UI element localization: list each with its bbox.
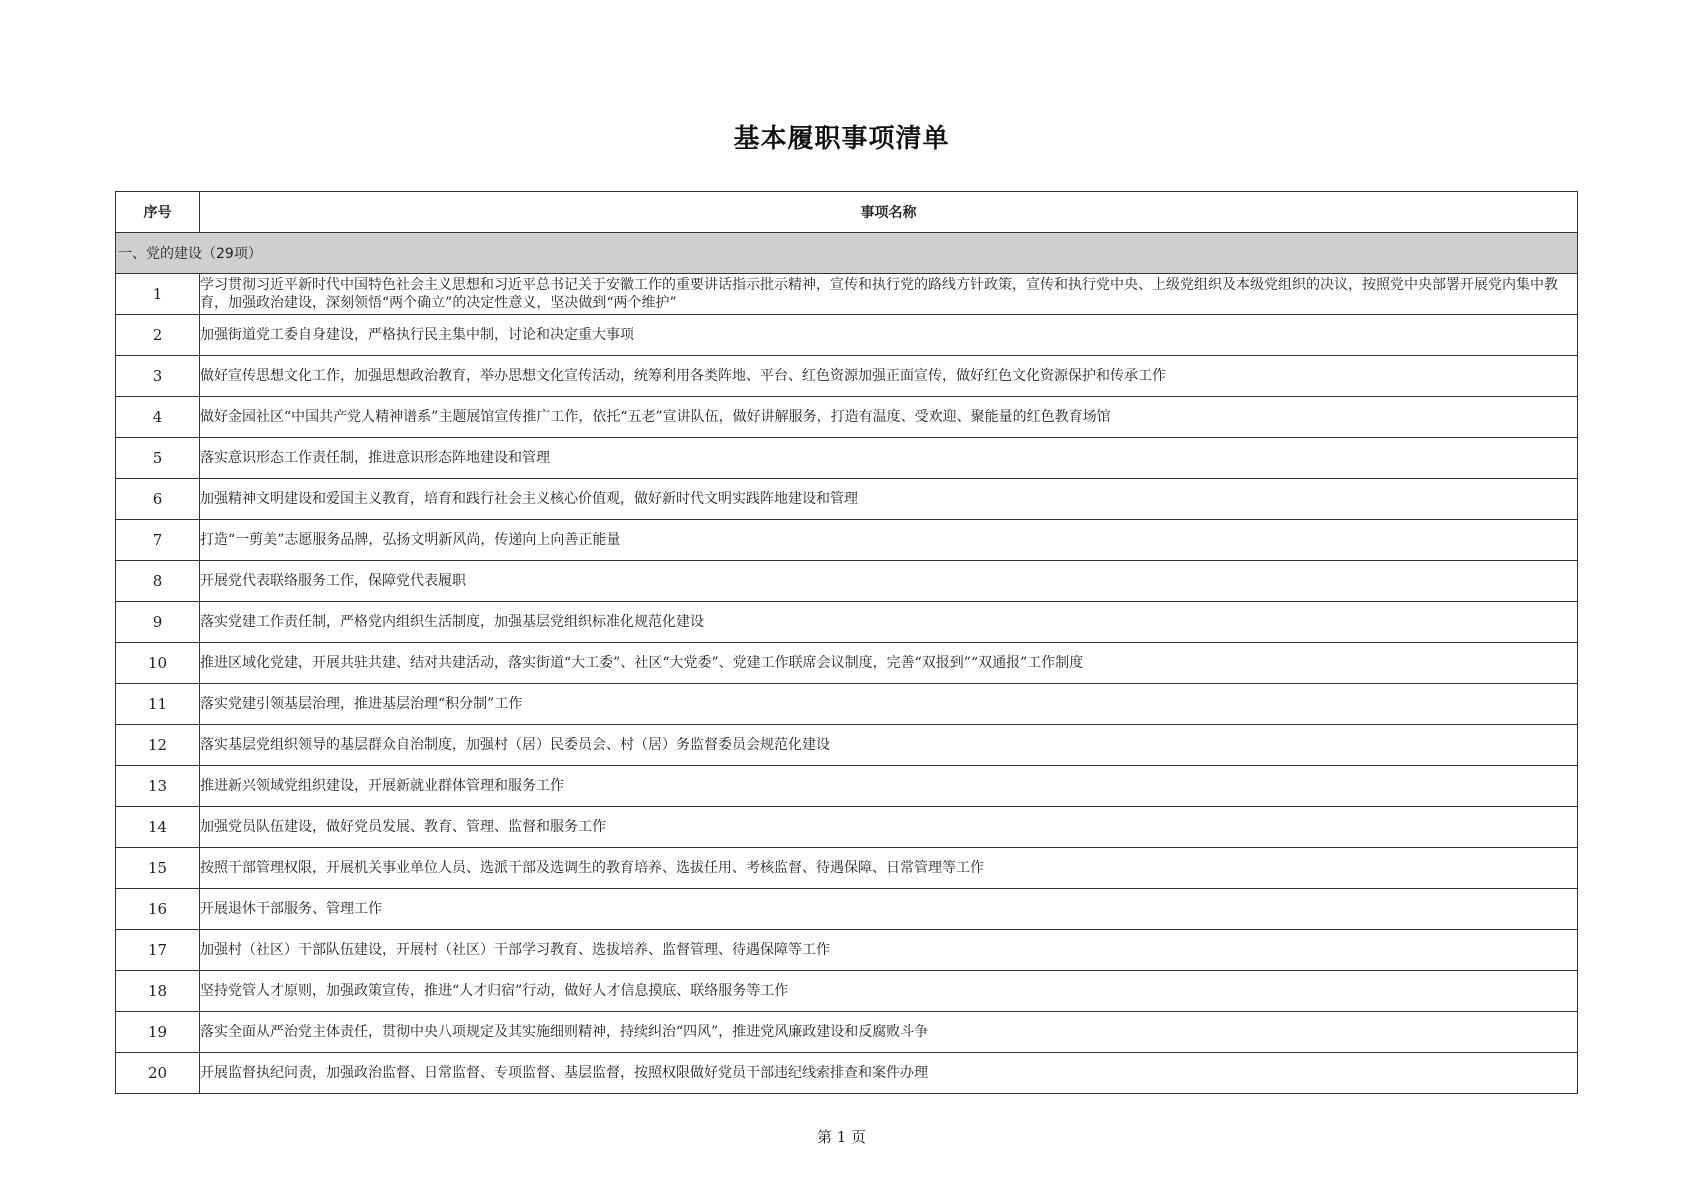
row-number: 18 — [116, 971, 200, 1012]
row-number: 15 — [116, 848, 200, 889]
page-number: 第 1 页 — [816, 1128, 867, 1146]
table-row — [116, 479, 1578, 520]
row-item-name: 坚持党管人才原则，加强政策宣传，推进“人才归宿”行动，做好人才信息摸底、联络服务等工作 — [200, 971, 1578, 1012]
table-row — [116, 971, 1578, 1012]
table-row — [116, 766, 1578, 807]
row-item-name: 推进新兴领域党组织建设，开展新就业群体管理和服务工作 — [200, 766, 1578, 807]
table-row — [116, 561, 1578, 602]
table-row — [116, 356, 1578, 397]
section-label: 一、党的建设（29项） — [116, 233, 1578, 274]
row-number: 20 — [116, 1053, 200, 1094]
row-item-name: 做好金园社区“中国共产党人精神谱系”主题展馆宣传推广工作，依托“五老”宣讲队伍，做好讲解服务，打造有温度、受欢迎、聚能量的红色教育场馆 — [200, 397, 1578, 438]
row-number: 4 — [116, 397, 200, 438]
row-number: 17 — [116, 930, 200, 971]
table-row — [116, 684, 1578, 725]
row-number: 1 — [116, 274, 200, 315]
row-item-name: 按照干部管理权限，开展机关事业单位人员、选派干部及选调生的教育培养、选拔任用、考核监督、待遇保障、日常管理等工作 — [200, 848, 1578, 889]
row-item-name: 推进区域化党建，开展共驻共建、结对共建活动，落实街道“大工委”、社区“大党委”、党建工作联席会议制度，完善“双报到”“双通报”工作制度 — [200, 643, 1578, 684]
row-number: 6 — [116, 479, 200, 520]
column-header-name: 事项名称 — [200, 192, 1578, 233]
row-item-name: 加强党员队伍建设，做好党员发展、教育、管理、监督和服务工作 — [200, 807, 1578, 848]
row-number: 10 — [116, 643, 200, 684]
row-number: 19 — [116, 1012, 200, 1053]
table-row — [116, 848, 1578, 889]
table-row — [116, 1012, 1578, 1053]
row-number: 2 — [116, 315, 200, 356]
row-item-name: 落实党建引领基层治理，推进基层治理“积分制”工作 — [200, 684, 1578, 725]
row-item-name: 落实党建工作责任制，严格党内组织生活制度，加强基层党组织标准化规范化建设 — [200, 602, 1578, 643]
row-number: 14 — [116, 807, 200, 848]
row-item-name: 落实基层党组织领导的基层群众自治制度，加强村（居）民委员会、村（居）务监督委员会规范化建设 — [200, 725, 1578, 766]
table-row — [116, 1053, 1578, 1094]
row-item-name: 学习贯彻习近平新时代中国特色社会主义思想和习近平总书记关于安徽工作的重要讲话指示批示精神，宣传和执行党的路线方针政策，宣传和执行党中央、上级党组织及本级党组织的决议，按照党中央部署开展党内集中教育，加强政治建设，深刻领悟“两个确立”的决定性意义，坚决做到“两个维护” — [200, 274, 1578, 315]
row-number: 11 — [116, 684, 200, 725]
table-row — [116, 520, 1578, 561]
table-row — [116, 274, 1578, 315]
table-row — [116, 889, 1578, 930]
table-header-row — [116, 192, 1578, 233]
table-row — [116, 602, 1578, 643]
table-row — [116, 930, 1578, 971]
table-row — [116, 315, 1578, 356]
duty-list-table — [115, 191, 1578, 1094]
document-title: 基本履职事项清单 — [733, 124, 950, 154]
row-number: 5 — [116, 438, 200, 479]
row-number: 3 — [116, 356, 200, 397]
row-number: 8 — [116, 561, 200, 602]
row-number: 16 — [116, 889, 200, 930]
section-header-row — [116, 233, 1578, 274]
row-item-name: 做好宣传思想文化工作，加强思想政治教育，举办思想文化宣传活动，统筹利用各类阵地、平台、红色资源加强正面宣传，做好红色文化资源保护和传承工作 — [200, 356, 1578, 397]
row-item-name: 加强精神文明建设和爱国主义教育，培育和践行社会主义核心价值观，做好新时代文明实践阵地建设和管理 — [200, 479, 1578, 520]
row-number: 13 — [116, 766, 200, 807]
row-item-name: 开展监督执纪问责，加强政治监督、日常监督、专项监督、基层监督，按照权限做好党员干部违纪线索排查和案件办理 — [200, 1053, 1578, 1094]
row-number: 7 — [116, 520, 200, 561]
row-number: 12 — [116, 725, 200, 766]
row-item-name: 打造“一剪美”志愿服务品牌，弘扬文明新风尚，传递向上向善正能量 — [200, 520, 1578, 561]
row-item-name: 加强村（社区）干部队伍建设，开展村（社区）干部学习教育、选拔培养、监督管理、待遇保障等工作 — [200, 930, 1578, 971]
column-header-num: 序号 — [116, 192, 200, 233]
row-item-name: 落实意识形态工作责任制，推进意识形态阵地建设和管理 — [200, 438, 1578, 479]
table-row — [116, 438, 1578, 479]
table-row — [116, 725, 1578, 766]
row-item-name: 开展退休干部服务、管理工作 — [200, 889, 1578, 930]
row-number: 9 — [116, 602, 200, 643]
row-item-name: 加强街道党工委自身建设，严格执行民主集中制，讨论和决定重大事项 — [200, 315, 1578, 356]
row-item-name: 落实全面从严治党主体责任，贯彻中央八项规定及其实施细则精神，持续纠治“四风”，推进党风廉政建设和反腐败斗争 — [200, 1012, 1578, 1053]
row-item-name: 开展党代表联络服务工作，保障党代表履职 — [200, 561, 1578, 602]
table-row — [116, 397, 1578, 438]
table-row — [116, 807, 1578, 848]
table-row — [116, 643, 1578, 684]
